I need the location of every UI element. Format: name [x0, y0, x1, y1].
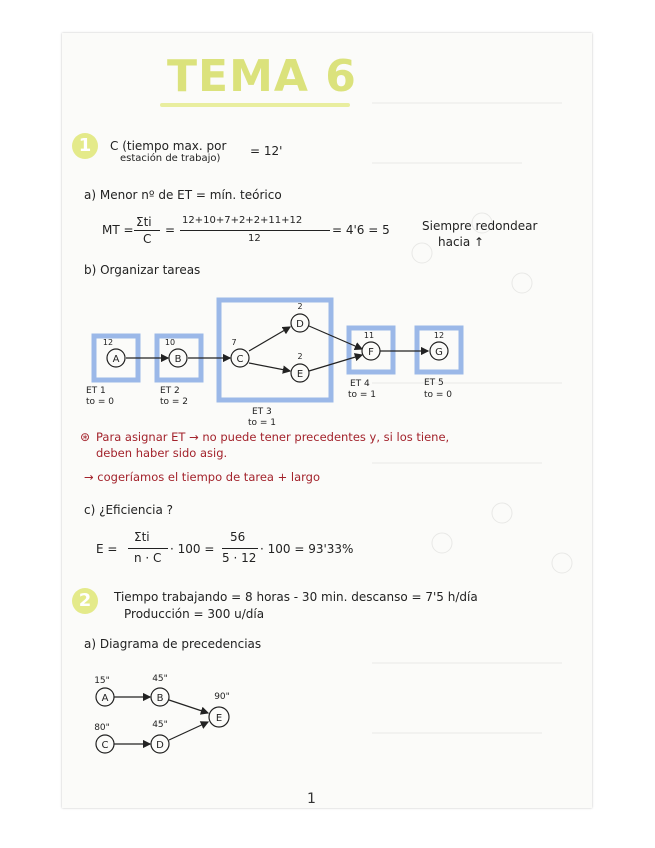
part-a-heading: a) Menor nº de ET = mín. teórico [84, 188, 282, 202]
cycle-time-text-2: estación de trabajo) [120, 153, 221, 164]
efficiency-result: · 100 = 93'33% [260, 542, 354, 556]
ex2-line-2: Producción = 300 u/día [124, 607, 265, 621]
node-d-label: D [296, 319, 304, 330]
p-node-b-label: B [156, 693, 164, 704]
node-c-time: 7 [231, 338, 237, 347]
efficiency-num: 56 [230, 530, 246, 544]
edge-d-e [169, 722, 208, 740]
efficiency-lhs: E = [96, 542, 118, 556]
node-e-time: 2 [297, 352, 303, 361]
node-g-time: 12 [433, 331, 445, 340]
note-line-3: → cogeríamos el tiempo de tarea + largo [84, 470, 321, 484]
efficiency-frac-den: n · C [134, 551, 162, 565]
p-node-e-time: 90" [214, 692, 230, 702]
round-note-2: hacia ↑ [438, 235, 485, 249]
round-note-1: Siempre redondear [422, 219, 538, 233]
mt-sum-den: 12 [248, 233, 261, 244]
station-4-to: to = 1 [348, 390, 377, 400]
node-b-time: 10 [164, 338, 176, 347]
notebook-page [62, 33, 592, 808]
station-3-to: to = 1 [248, 418, 277, 428]
station-2-to: to = 2 [160, 397, 189, 407]
node-g-label: G [435, 347, 443, 358]
p-node-a-time: 15" [94, 676, 110, 686]
mt-fraction-num: Σti [136, 215, 152, 229]
cycle-time-text-1: C (tiempo max. por [110, 139, 227, 153]
mt-fraction-den: C [143, 232, 152, 246]
p-node-c-label: C [101, 740, 109, 751]
mt-sum-num: 12+10+7+2+2+11+12 [182, 215, 303, 226]
node-d-time: 2 [297, 302, 303, 311]
mt-lhs: MT = [102, 223, 134, 237]
edge-b-e [169, 700, 208, 713]
note-line-2: deben haber sido asig. [96, 446, 228, 460]
p-node-d-label: D [156, 740, 164, 751]
node-b-label: B [174, 354, 182, 365]
station-3-name: ET 3 [252, 407, 272, 417]
node-f-label: F [368, 347, 374, 358]
cycle-time-value: = 12' [250, 144, 283, 158]
station-1-name: ET 1 [86, 386, 106, 396]
mt-result: = 4'6 = 5 [332, 223, 390, 237]
exercise-1-number: 1 [72, 133, 98, 159]
node-c-label: C [236, 354, 244, 365]
station-5-to: to = 0 [424, 390, 453, 400]
station-1-to: to = 0 [86, 397, 115, 407]
note-star-icon: ⊛ [80, 430, 91, 444]
node-f-time: 11 [363, 331, 375, 340]
station-4-name: ET 4 [350, 379, 370, 389]
note-line-1: Para asignar ET → no puede tener precedentes y, si los tiene, [96, 430, 450, 444]
node-a-label: A [112, 354, 120, 365]
efficiency-den: 5 · 12 [222, 551, 257, 565]
page-number: 1 [307, 791, 316, 807]
p-node-a-label: A [101, 693, 109, 704]
ex2-line-1: Tiempo trabajando = 8 horas - 30 min. descanso = 7'5 h/día [114, 590, 478, 604]
efficiency-frac-num: Σti [134, 530, 150, 544]
p-node-c-time: 80" [94, 723, 110, 733]
part-c-heading: c) ¿Eficiencia ? [84, 503, 173, 517]
efficiency-mult: · 100 = [170, 542, 215, 556]
p-node-b-time: 45" [152, 674, 168, 684]
exercise-2-number: 2 [72, 588, 98, 614]
node-e-label: E [296, 369, 304, 380]
page-title: TEMA 6 [167, 51, 357, 102]
precedence-diagram [62, 33, 592, 808]
node-a-time: 12 [102, 338, 114, 347]
part-b-heading: b) Organizar tareas [84, 263, 201, 277]
ex2-part-a-heading: a) Diagrama de precedencias [84, 637, 262, 651]
p-node-e-label: E [215, 713, 223, 724]
station-5-name: ET 5 [424, 378, 444, 388]
station-2-name: ET 2 [160, 386, 180, 396]
p-node-d-time: 45" [152, 720, 168, 730]
mt-equals: = [165, 223, 176, 237]
